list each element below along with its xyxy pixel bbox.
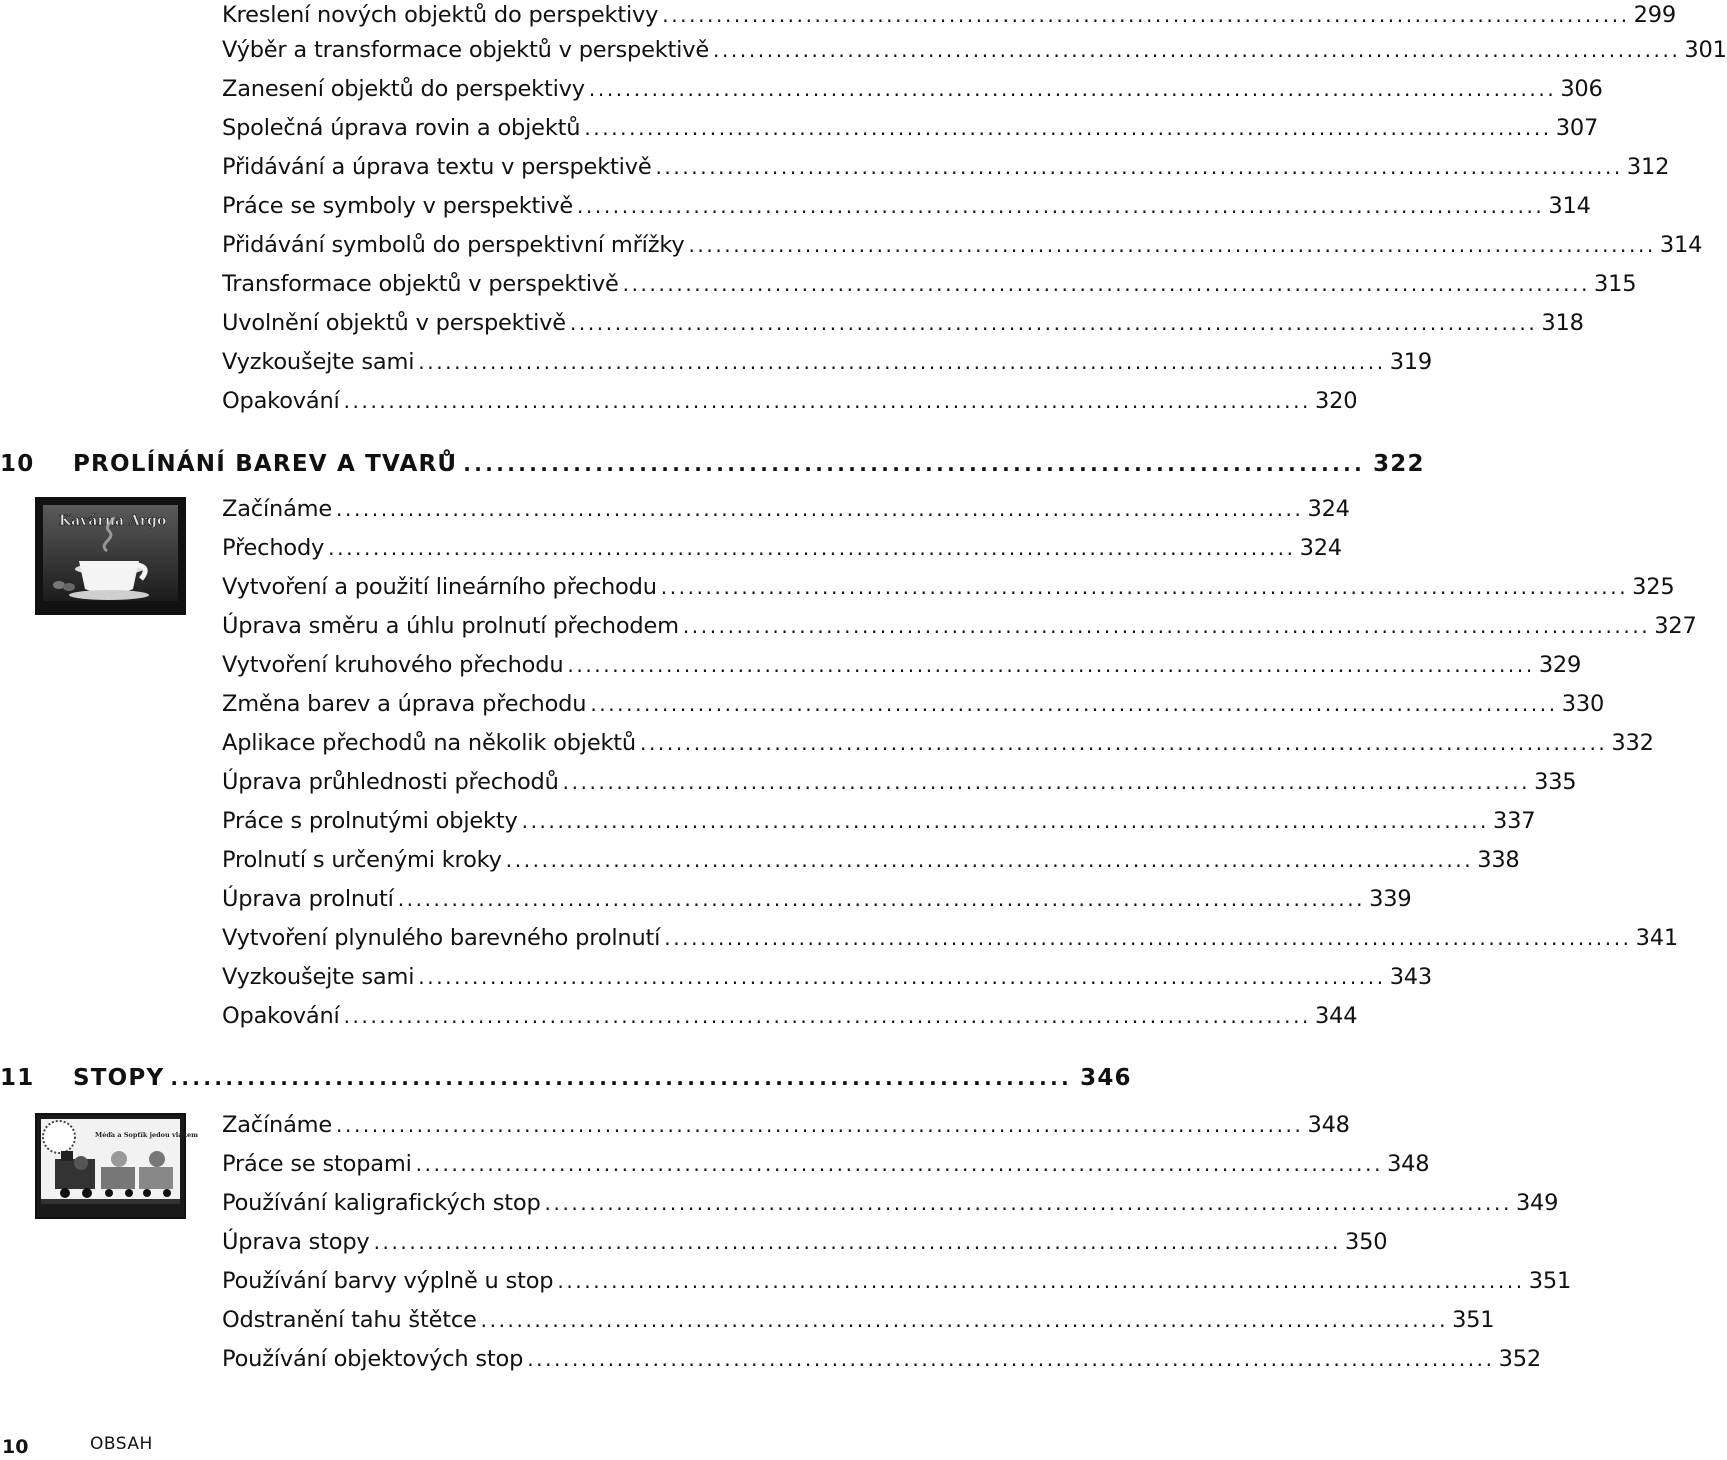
toc-entry[interactable] [222,923,1678,953]
toc-entry-page: 344 [1315,1003,1358,1029]
dot-leader: ............................................................................................................ [655,155,1623,179]
toc-entry-page: 348 [1307,1112,1350,1138]
footer-section-label: OBSAH [90,1434,153,1454]
toc-entry-title: Přidávání symbolů do perspektivní mřížky [222,232,685,258]
toc-entry[interactable] [222,0,1677,30]
toc-entry-page: 352 [1498,1346,1541,1372]
toc-entry-page: 330 [1561,691,1605,717]
toc-entry[interactable] [222,806,1536,836]
toc-entry[interactable] [222,386,1358,416]
toc-entry[interactable] [222,1149,1430,1179]
toc-entry-title: Aplikace přechodů na několik objektů [222,730,636,756]
toc-entry-page: 348 [1387,1151,1430,1177]
toc-entry-title: Odstranění tahu štětce [222,1307,477,1333]
toc-entry[interactable] [222,689,1605,719]
dot-leader: ............................................................................................................ [336,1113,1304,1137]
toc-entry-title: Vyzkoušejte sami [222,349,415,375]
dot-leader: .................................................................................. [463,452,1366,476]
dot-leader: ............................................................................................................ [682,614,1651,638]
dot-leader: ............................................................................................................ [588,77,1557,101]
dot-leader: ............................................................................................................ [397,887,1366,911]
toc-entry-title: Výběr a transformace objektů v perspektivě [222,37,709,63]
toc-entry-title: Vytvoření plynulého barevného prolnutí [222,925,661,951]
toc-entry-title: Práce se symboly v perspektivě [222,193,573,219]
toc-entry-page: 341 [1635,925,1678,951]
dot-leader: ............................................................................................................ [336,497,1304,521]
toc-entry-title: Opakování [222,388,340,414]
dot-leader: ............................................................................................................ [521,809,1490,833]
dot-leader: ............................................................................................................ [505,848,1474,872]
toc-entry[interactable] [222,611,1697,641]
toc-entry[interactable] [222,1110,1350,1140]
footer-page-number: 10 [2,1436,29,1458]
toc-entry-title: Kreslení nových objektů do perspektivy [222,2,659,28]
toc-entry[interactable] [222,230,1703,260]
dot-leader: ............................................................................................................ [373,1230,1341,1254]
dot-leader: ............................................................................................................ [660,575,1629,599]
toc-entry-title: Práce s prolnutými objekty [222,808,518,834]
dot-leader: ............................................................................................................ [527,1347,1495,1371]
toc-entry-title: Používání barvy výplně u stop [222,1268,554,1294]
thumbnail-caption: Méďa a Sopťík jedou vlakem [95,1131,198,1139]
dot-leader: ............................................................................................................ [569,311,1538,335]
dot-leader: ............................................................................................................ [343,1004,1311,1028]
toc-entry[interactable] [222,650,1582,680]
toc-entry[interactable] [222,347,1433,377]
toc-entry[interactable] [222,191,1591,221]
dot-leader: ............................................................................................................ [662,3,1630,27]
chapter-thumbnail-coffee [35,497,186,615]
toc-entry[interactable] [222,74,1603,104]
toc-entry-title: Přechody [222,535,325,561]
toc-entry-title: Společná úprava rovin a objektů [222,115,581,141]
toc-entry-page: 329 [1538,652,1582,678]
toc-entry-title: Práce se stopami [222,1151,412,1177]
toc-entry-page: 299 [1633,2,1677,28]
toc-entry-title: Zanesení objektů do perspektivy [222,76,585,102]
toc-entry[interactable] [222,1001,1358,1031]
toc-entry[interactable] [222,533,1342,563]
toc-entry-title: Vyzkoušejte sami [222,964,415,990]
toc-entry-title: Používání kaligrafických stop [222,1190,541,1216]
toc-entry-page: 324 [1307,496,1350,522]
toc-entry-page: 306 [1560,76,1603,102]
toc-entry[interactable] [222,845,1520,875]
dot-leader: ............................................................................................................ [562,770,1531,794]
dot-leader: .................................................................................. [170,1066,1073,1090]
dot-leader: ............................................................................................................ [622,272,1591,296]
toc-entry-title: Změna barev a úprava přechodu [222,691,587,717]
toc-entry-page: 339 [1369,886,1412,912]
dot-leader: ............................................................................................................ [567,653,1535,677]
toc-entry-title: Úprava stopy [222,1229,370,1255]
toc-entry[interactable] [222,1344,1541,1374]
toc-entry-page: 315 [1594,271,1637,297]
toc-entry-title: Přidávání a úprava textu v perspektivě [222,154,652,180]
dot-leader: ............................................................................................................ [328,536,1296,560]
dot-leader: ............................................................................................................ [639,731,1608,755]
dot-leader: ............................................................................................................ [557,1269,1525,1293]
toc-entry-page: 335 [1534,769,1577,795]
toc-entry-title: Začínáme [222,1112,333,1138]
toc-entry-title: Transformace objektů v perspektivě [222,271,619,297]
dot-leader: ............................................................................................................ [415,1152,1384,1176]
toc-entry-page: 349 [1515,1190,1559,1216]
dot-leader: ............................................................................................................ [480,1308,1449,1332]
chapter-page: 322 [1373,451,1425,477]
toc-entry-page: 320 [1315,388,1358,414]
toc-entry[interactable] [222,884,1412,914]
toc-entry-title: Úprava průhlednosti přechodů [222,769,559,795]
toc-entry[interactable] [222,728,1654,758]
toc-entry-page: 338 [1477,847,1520,873]
toc-entry[interactable] [222,572,1675,602]
dot-leader: ............................................................................................................ [576,194,1545,218]
toc-entry[interactable] [222,1305,1495,1335]
toc-entry-page: 301 [1684,37,1727,63]
toc-entry-title: Úprava směru a úhlu prolnutí přechodem [222,613,679,639]
toc-entry[interactable] [222,308,1584,338]
toc-entry-page: 332 [1611,730,1654,756]
toc-entry-page: 350 [1344,1229,1388,1255]
chapter-title: STOPY [73,1065,165,1091]
dot-leader: ............................................................................................................ [584,116,1552,140]
toc-entry[interactable] [222,35,1727,65]
toc-entry-title: Úprava prolnutí [222,886,394,912]
toc-entry[interactable] [222,269,1637,299]
toc-entry-page: 319 [1389,349,1433,375]
toc-entry-page: 343 [1389,964,1433,990]
toc-entry-title: Vytvoření a použití lineárního přechodu [222,574,657,600]
dot-leader: ............................................................................................................ [713,38,1681,62]
chapter-page: 346 [1080,1065,1132,1091]
toc-entry-page: 318 [1541,310,1584,336]
chapter-number: 10 [0,451,35,477]
toc-entry-page: 351 [1452,1307,1495,1333]
toc-entry[interactable] [222,1227,1388,1257]
toc-entry[interactable] [222,1266,1572,1296]
toc-entry[interactable] [222,152,1670,182]
chapter-title: PROLÍNÁNÍ BAREV A TVARŮ [73,451,458,477]
toc-entry-page: 314 [1659,232,1703,258]
train-illustration [37,1115,198,1217]
chapter-heading[interactable] [0,1061,1132,1095]
toc-entry-page: 312 [1626,154,1670,180]
toc-entry-page: 351 [1528,1268,1572,1294]
dot-leader: ............................................................................................................ [664,926,1632,950]
dot-leader: ............................................................................................................ [590,692,1558,716]
chapter-heading[interactable] [0,447,1425,481]
toc-entry-title: Opakování [222,1003,340,1029]
toc-entry[interactable] [222,494,1350,524]
toc-entry-page: 307 [1555,115,1599,141]
toc-entry-page: 314 [1548,193,1591,219]
coffee-cup-illustration [37,499,184,613]
dot-leader: ............................................................................................................ [343,389,1311,413]
toc-entry[interactable] [222,767,1577,797]
toc-entry-title: Začínáme [222,496,333,522]
toc-entry[interactable] [222,1188,1559,1218]
toc-entry-title: Prolnutí s určenými kroky [222,847,502,873]
thumbnail-caption: Kavárna Argo [59,513,167,529]
toc-entry-title: Používání objektových stop [222,1346,524,1372]
chapter-number: 11 [0,1065,35,1091]
toc-entry-page: 327 [1654,613,1697,639]
chapter-thumbnail-train [35,1113,198,1219]
dot-leader: ............................................................................................................ [418,965,1386,989]
dot-leader: ............................................................................................................ [418,350,1386,374]
toc-entry[interactable] [222,962,1433,992]
toc-entry-title: Vytvoření kruhového přechodu [222,652,564,678]
toc-entry-title: Uvolnění objektů v perspektivě [222,310,566,336]
toc-entry-page: 324 [1299,535,1342,561]
toc-entry-page: 325 [1632,574,1675,600]
dot-leader: ............................................................................................................ [688,233,1656,257]
dot-leader: ............................................................................................................ [544,1191,1512,1215]
toc-entry-page: 337 [1493,808,1536,834]
toc-entry[interactable] [222,113,1599,143]
